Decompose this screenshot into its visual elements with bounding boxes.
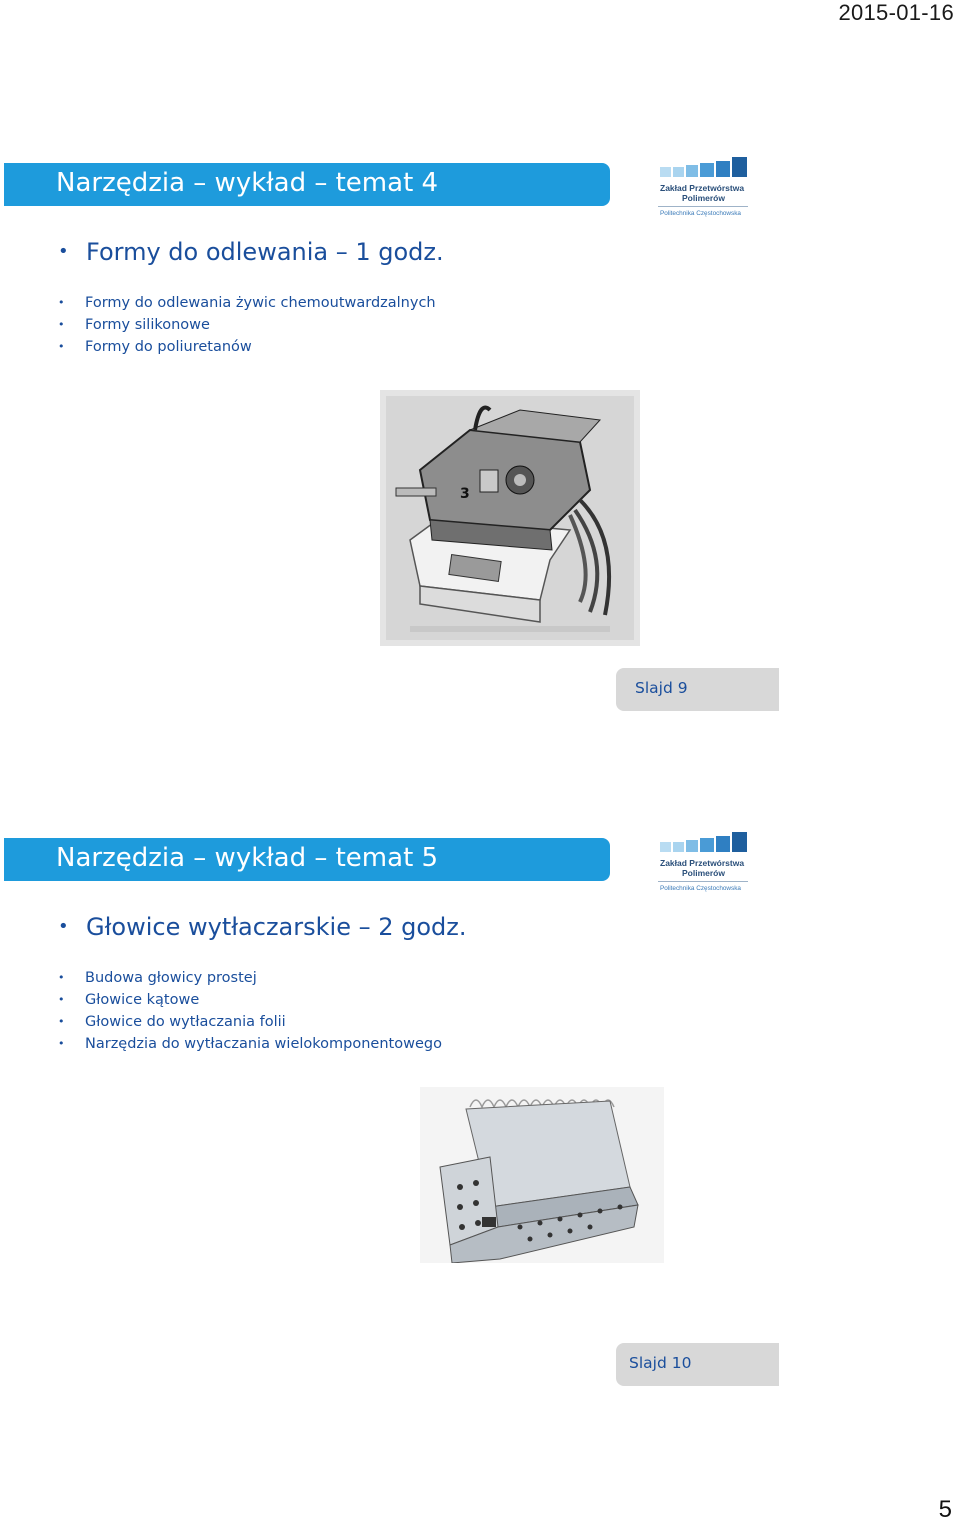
- logo-text-line3: Politechnika Częstochowska: [660, 210, 741, 217]
- slide-title-bar: [4, 838, 610, 881]
- slide-title: Narzędzia – wykład – temat 5: [56, 843, 439, 873]
- main-bullet-text: Formy do odlewania – 1 godz.: [86, 238, 444, 266]
- institution-logo: [658, 155, 750, 221]
- bullet-icon: •: [58, 971, 65, 984]
- slide-number-tab: [616, 668, 779, 711]
- main-bullet-text: Głowice wytłaczarskie – 2 godz.: [86, 913, 467, 941]
- slide-title: Narzędzia – wykład – temat 4: [56, 168, 439, 198]
- bullet-icon: •: [58, 916, 69, 937]
- bullet-icon: •: [58, 340, 65, 353]
- logo-text-line2: Polimerów: [682, 193, 725, 203]
- slide-number: Slajd 9: [635, 679, 688, 697]
- bullet-icon: •: [58, 296, 65, 309]
- bullet-icon: •: [58, 1015, 65, 1028]
- bullet-icon: •: [58, 318, 65, 331]
- document-date: 2015-01-16: [838, 0, 954, 25]
- slide-9: Narzędzia – wykład – temat 4 Zakład Przetwórstwa Polimerów Politechnika Częstochowska • Formy do odlewania – 1 godz. • Formy do odlewania żywic chemoutwardzalnych • Formy silikonowe • Formy do poliuretanów 3 Slajd 9: [0, 140, 960, 740]
- slide-10: Narzędzia – wykład – temat 5 Zakład Przetwórstwa Polimerów Politechnika Częstochowska • Głowice wytłaczarskie – 2 godz. • Budowa głowicy prostej • Głowice kątowe • Głowice do wytłaczania folii • Narzędzia do wytłaczania wielokomponentowego Slajd 10: [0, 815, 960, 1415]
- svg-text:3: 3: [460, 486, 470, 502]
- logo-text-line2: Polimerów: [682, 868, 725, 878]
- institution-logo: [658, 830, 750, 896]
- casting-mold-photo: [380, 390, 640, 646]
- slide-number-tab: [616, 1343, 779, 1386]
- bullet-icon: •: [58, 241, 69, 262]
- page-number: 5: [938, 1496, 952, 1523]
- extrusion-die-photo: [420, 1087, 664, 1263]
- bullet-icon: •: [58, 993, 65, 1006]
- logo-text-line1: Zakład Przetwórstwa: [660, 183, 745, 193]
- logo-text-line3: Politechnika Częstochowska: [660, 885, 741, 892]
- slide-number: Slajd 10: [629, 1354, 692, 1372]
- bullet-icon: •: [58, 1037, 65, 1050]
- logo-text-line1: Zakład Przetwórstwa: [660, 858, 745, 868]
- slide-title-bar: [4, 163, 610, 206]
